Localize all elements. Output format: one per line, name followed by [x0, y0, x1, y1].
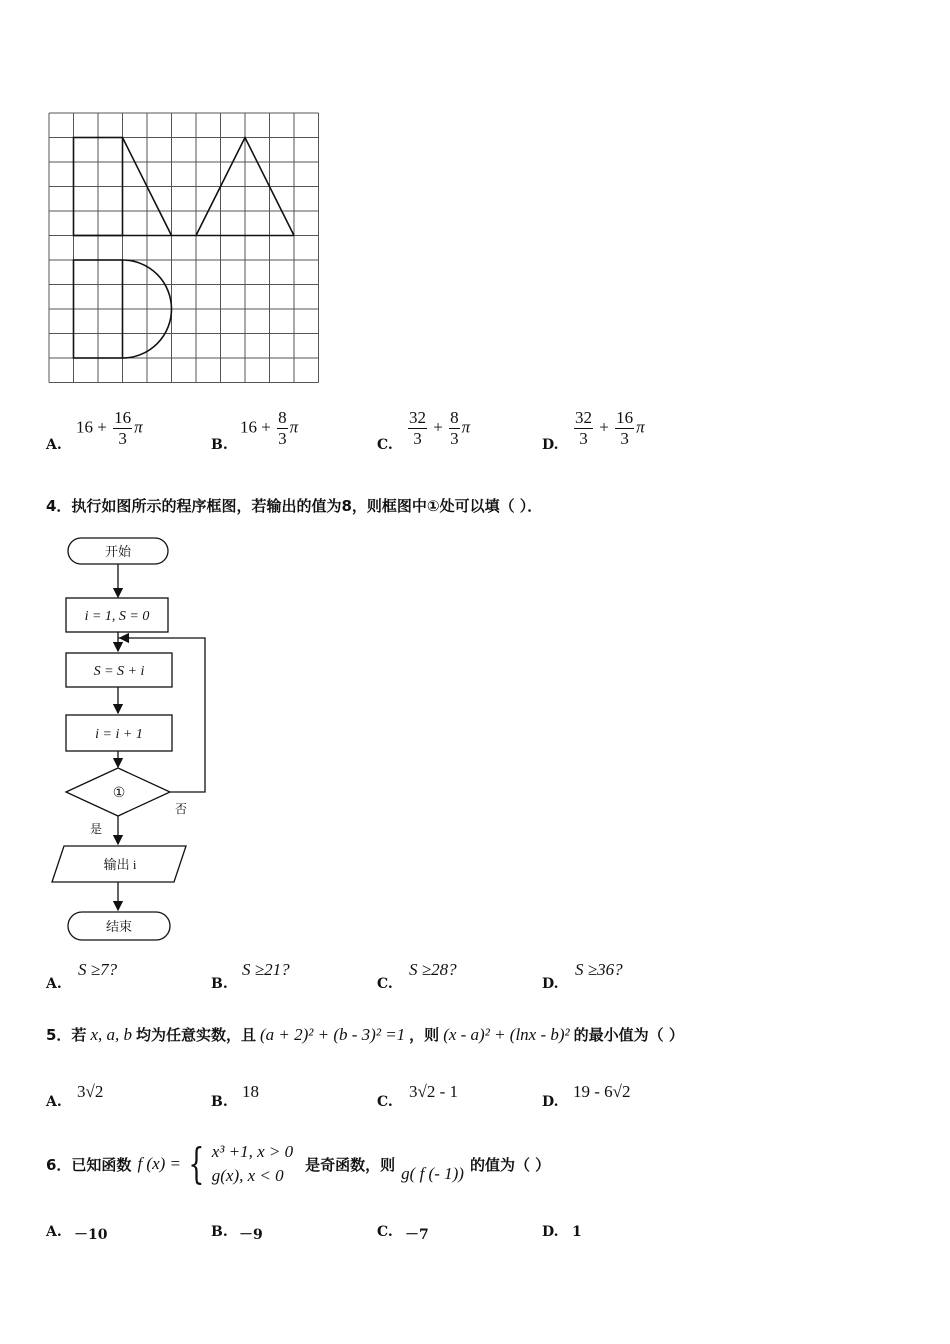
flow-increment-label: i = i + 1: [95, 727, 143, 742]
q3-option-a-label[interactable]: A.: [46, 437, 62, 453]
flow-condition-label: ①: [112, 786, 126, 801]
q3-option-b[interactable]: 16 + $\frac{8}{3}$ π: [240, 408, 299, 448]
q3-option-c-label[interactable]: C.: [377, 437, 393, 453]
q6-option-c[interactable]: －7: [405, 1227, 429, 1243]
q6-option-b-label[interactable]: B.: [211, 1224, 228, 1240]
q5-option-b[interactable]: 18: [242, 1082, 259, 1101]
q6-option-c-label[interactable]: C.: [377, 1224, 393, 1240]
flow-output-label: 输出 i: [103, 857, 137, 872]
program-flowchart: [40, 530, 240, 950]
q4-option-d[interactable]: S ≥36?: [575, 960, 623, 979]
q5-option-a-label[interactable]: A.: [46, 1094, 62, 1110]
q5-option-c-label[interactable]: C.: [377, 1094, 393, 1110]
q6-option-b[interactable]: －9: [239, 1227, 263, 1243]
q4-option-c[interactable]: S ≥28?: [409, 960, 457, 979]
q3-option-a[interactable]: 16 + $\frac{16}{3}$ π: [76, 408, 143, 448]
q4-option-d-label[interactable]: D.: [542, 976, 559, 992]
q4-option-b-label[interactable]: B.: [211, 976, 228, 992]
three-view-grid-figure: [44, 108, 324, 390]
q6-stem: 6．已知函数 f (x) = { x³ +1, x > 0 g(x), x < 0 是奇函数，则 g( f (- 1)) 的值为（ ）: [46, 1139, 551, 1188]
flow-start-label: 开始: [104, 544, 132, 559]
q3-option-d-label[interactable]: D.: [542, 437, 559, 453]
q3-option-b-label[interactable]: B.: [211, 437, 228, 453]
flow-end-label: 结束: [105, 919, 133, 934]
flow-yes-label: 是: [90, 822, 103, 836]
q4-option-a-label[interactable]: A.: [46, 976, 62, 992]
q4-option-a[interactable]: S ≥7?: [78, 960, 118, 979]
q5-option-c[interactable]: 3√2 - 1: [409, 1082, 458, 1101]
q6-option-a[interactable]: －10: [74, 1227, 108, 1243]
q3-option-d[interactable]: $\frac{32}{3}$ + $\frac{16}{3}$ π: [575, 408, 645, 448]
q4-stem: 4．执行如图所示的程序框图，若输出的值为8，则框图中①处可以填（ ）．: [46, 497, 543, 515]
q5-option-a[interactable]: 3√2: [77, 1082, 104, 1101]
q4-option-c-label[interactable]: C.: [377, 976, 393, 992]
flow-no-label: 否: [175, 802, 188, 816]
piecewise-brace: {: [188, 1139, 205, 1188]
q5-stem: 5．若 x, a, b 均为任意实数，且 (a + 2)² + (b - 3)² =1 ，则 (x - a)² + (lnx - b)² 的最小值为（ ）: [46, 1024, 684, 1044]
q5-option-d[interactable]: 19 - 6√2: [573, 1082, 631, 1101]
q6-option-a-label[interactable]: A.: [46, 1224, 62, 1240]
q5-option-d-label[interactable]: D.: [542, 1094, 559, 1110]
q4-option-b[interactable]: S ≥21?: [242, 960, 290, 979]
q5-option-b-label[interactable]: B.: [211, 1094, 228, 1110]
q6-option-d-label[interactable]: D.: [542, 1224, 559, 1240]
q3-option-c[interactable]: $\frac{32}{3}$ + $\frac{8}{3}$ π: [409, 408, 471, 448]
flow-init-label: i = 1, S = 0: [84, 609, 150, 624]
flow-sum-label: S = S + i: [93, 664, 145, 679]
q6-option-d[interactable]: 1: [572, 1224, 582, 1240]
